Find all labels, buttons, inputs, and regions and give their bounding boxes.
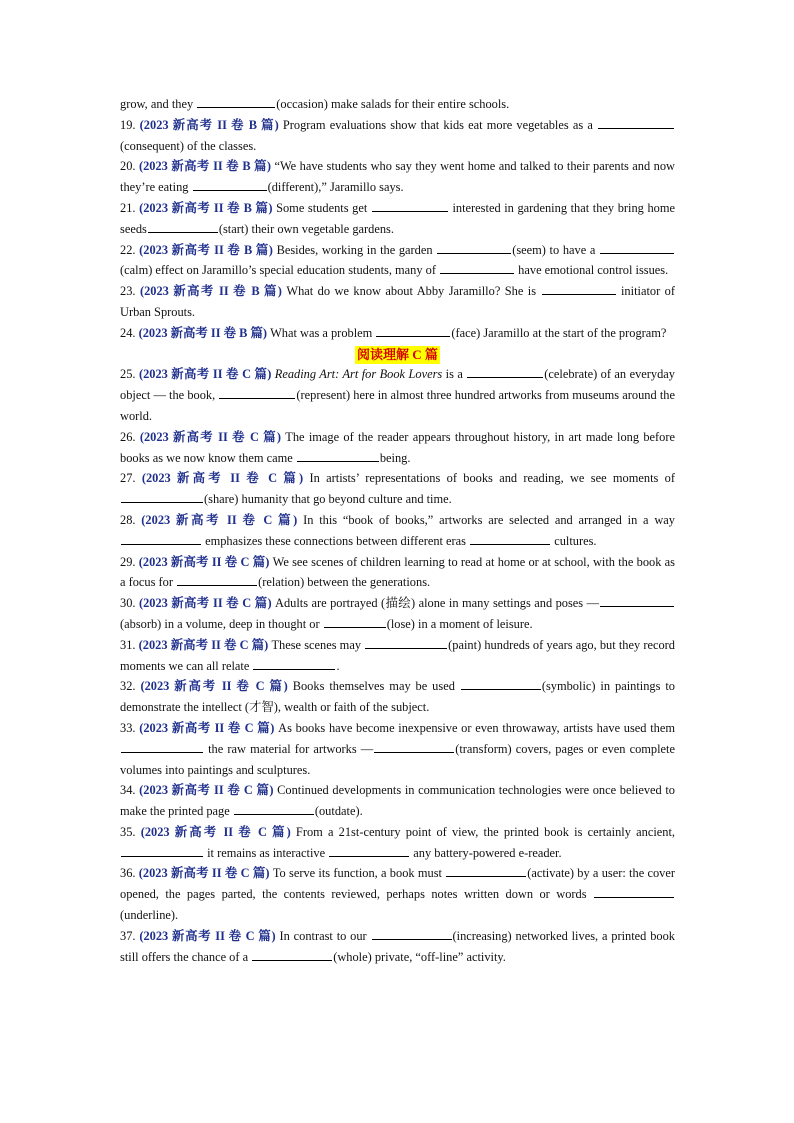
text: (relation) between the generations.: [258, 575, 431, 590]
question-35: [120, 822, 675, 864]
source-tag: (2023 新高考 II 卷 C 篇): [139, 928, 276, 943]
question-37: [120, 926, 675, 968]
text: .: [336, 658, 340, 673]
text: Adults are portrayed (描绘) alone in many settings and poses —: [271, 596, 599, 611]
question-number: 24.: [120, 325, 136, 340]
answer-blank[interactable]: [121, 739, 203, 753]
text: Besides, working in the garden: [272, 242, 437, 257]
source-tag: (2023 新高考 II 卷 B 篇): [138, 159, 272, 174]
answer-blank[interactable]: [461, 676, 541, 690]
answer-blank[interactable]: [197, 94, 275, 108]
answer-blank[interactable]: [121, 489, 203, 503]
text: (consequent) of the classes.: [120, 138, 257, 153]
text: it remains as interactive: [204, 845, 329, 860]
text: Continued developments in communication technologies were once believed to make the printed page: [120, 783, 675, 819]
answer-blank[interactable]: [253, 656, 335, 670]
question-31: [120, 635, 675, 677]
text: Some students get: [272, 200, 371, 215]
answer-blank[interactable]: [372, 926, 452, 940]
question-number: 27.: [120, 471, 136, 486]
source-tag: (2023 新高考 II 卷 B 篇): [139, 117, 279, 132]
text: emphasizes these connections between different eras: [202, 533, 470, 548]
text: (absorb) in a volume, deep in thought or: [120, 616, 323, 631]
answer-blank[interactable]: [148, 219, 218, 233]
question-33: [120, 718, 675, 780]
question-26: [120, 427, 675, 469]
answer-blank[interactable]: [177, 572, 257, 586]
answer-blank[interactable]: [467, 364, 543, 378]
text: (symbolic) in paintings to demonstrate the intellect (才智), wealth or faith of the subject.: [120, 679, 675, 715]
question-24: [120, 323, 675, 344]
text: (seem) to have a: [512, 242, 599, 257]
source-tag: (2023 新高考 II 卷 C 篇): [138, 637, 269, 652]
text: (whole) private, “off-line” activity.: [333, 949, 506, 964]
text: In contrast to our: [275, 928, 371, 943]
answer-blank[interactable]: [446, 863, 526, 877]
source-tag: (2023 新高考 II 卷 C 篇): [141, 512, 298, 527]
text: have emotional control issues.: [515, 263, 669, 278]
answer-blank[interactable]: [542, 281, 616, 295]
text: (face) Jaramillo at the start of the program?: [451, 325, 667, 340]
answer-blank[interactable]: [374, 739, 454, 753]
text: (paint) hundreds of years ago, but they record moments we can all relate: [120, 637, 675, 673]
text: (underline).: [120, 908, 179, 923]
text: As books have become inexpensive or even throwaway, artists have used them: [274, 720, 675, 735]
intro-line: [120, 94, 675, 115]
source-tag: (2023 新高考 II 卷 C 篇): [138, 554, 270, 569]
question-23: [120, 281, 675, 323]
question-number: 22.: [120, 242, 136, 257]
book-title: Reading Art: Art for Book Lovers: [274, 367, 443, 382]
question-number: 28.: [120, 512, 136, 527]
section-heading: 阅读理解 C 篇: [357, 346, 438, 362]
question-32: [120, 676, 675, 718]
answer-blank[interactable]: [600, 240, 674, 254]
question-28: [120, 510, 675, 552]
source-tag: (2023 新高考 II 卷 B 篇): [139, 284, 282, 299]
text: (celebrate) of an everyday object — the book,: [120, 367, 675, 403]
text: In this “book of books,” artworks are selected and arranged in a way: [297, 512, 675, 527]
question-number: 37.: [120, 928, 136, 943]
answer-blank[interactable]: [193, 177, 267, 191]
source-tag: (2023 新高考 II 卷 C 篇): [139, 429, 281, 444]
text: What do we know about Abby Jaramillo? She is: [281, 284, 541, 299]
text: In artists’ representations of books and reading, we see moments of: [303, 471, 675, 486]
text: (occasion) make salads for their entire schools.: [276, 97, 510, 111]
source-tag: (2023 新高考 II 卷 C 篇): [138, 866, 270, 881]
source-tag: (2023 新高考 II 卷 B 篇): [138, 325, 267, 340]
answer-blank[interactable]: [470, 531, 550, 545]
question-36: [120, 863, 675, 925]
answer-blank[interactable]: [121, 843, 203, 857]
text: The image of the reader appears throughout history, in art made long before books as we now know them came: [120, 429, 675, 465]
answer-blank[interactable]: [437, 240, 511, 254]
text: the raw material for artworks —: [204, 741, 374, 756]
question-29: [120, 552, 675, 594]
question-number: 31.: [120, 637, 136, 652]
answer-blank[interactable]: [598, 115, 674, 129]
text: Program evaluations show that kids eat more vegetables as a: [278, 117, 597, 132]
question-number: 30.: [120, 596, 136, 611]
question-number: 34.: [120, 783, 136, 798]
source-tag: (2023 新高考 II 卷 B 篇): [139, 242, 273, 257]
text: (increasing) networked lives, a printed book still offers the chance of a: [120, 928, 675, 964]
text: (transform) covers, pages or even complete volumes into paintings and sculptures.: [120, 741, 675, 777]
text: (lose) in a moment of leisure.: [386, 616, 533, 631]
answer-blank[interactable]: [372, 198, 448, 212]
source-tag: (2023 新高考 II 卷 C 篇): [138, 596, 272, 611]
text: “We have students who say they went home and talked to their parents and now they’re eating: [120, 159, 675, 195]
question-number: 29.: [120, 554, 136, 569]
document-page: [120, 94, 675, 967]
question-34: [120, 780, 675, 822]
answer-blank[interactable]: [365, 635, 447, 649]
source-tag: (2023 新高考 II 卷 C 篇): [141, 471, 304, 486]
answer-blank[interactable]: [600, 593, 674, 607]
answer-blank[interactable]: [594, 884, 674, 898]
text: (outdate).: [314, 804, 363, 819]
question-number: 25.: [120, 367, 136, 382]
question-number: 33.: [120, 720, 136, 735]
text: grow, and they: [120, 97, 197, 111]
source-tag: (2023 新高考 II 卷 C 篇): [139, 783, 274, 798]
text: These scenes may: [268, 637, 365, 652]
text: To serve its function, a book must: [269, 866, 446, 881]
text: cultures.: [551, 533, 597, 548]
source-tag: (2023 新高考 II 卷 C 篇): [140, 679, 288, 694]
question-21: [120, 198, 675, 240]
question-number: 19.: [120, 117, 136, 132]
source-tag: (2023 新高考 II 卷 B 篇): [139, 200, 273, 215]
answer-blank[interactable]: [297, 448, 379, 462]
text: What was a problem: [267, 325, 376, 340]
question-number: 35.: [120, 824, 136, 839]
answer-blank[interactable]: [329, 843, 409, 857]
answer-blank[interactable]: [252, 947, 332, 961]
answer-blank[interactable]: [219, 385, 295, 399]
question-number: 32.: [120, 679, 136, 694]
question-27: [120, 468, 675, 510]
text: (share) humanity that go beyond culture and time.: [204, 492, 452, 507]
text: interested in gardening that they bring home seeds: [120, 200, 675, 236]
text: From a 21st-century point of view, the printed book is certainly ancient,: [290, 824, 675, 839]
answer-blank[interactable]: [121, 531, 201, 545]
question-30: [120, 593, 675, 635]
question-22: [120, 240, 675, 282]
answer-blank[interactable]: [234, 801, 314, 815]
answer-blank[interactable]: [376, 323, 450, 337]
text: being.: [379, 450, 411, 465]
text: initiator of Urban Sprouts.: [120, 284, 675, 319]
question-25: [120, 364, 675, 426]
text: We see scenes of children learning to read at home or at school, with the book as a focus for: [120, 554, 675, 590]
text: (represent) here in almost three hundred artworks from museums around the world.: [120, 388, 676, 423]
text: (different),” Jaramillo says.: [267, 180, 404, 195]
question-19: [120, 115, 675, 157]
answer-blank[interactable]: [324, 614, 386, 628]
source-tag: (2023 新高考 II 卷 C 篇): [138, 367, 272, 382]
text: any battery-powered e-reader.: [410, 845, 562, 860]
answer-blank[interactable]: [440, 260, 514, 274]
text: is a: [442, 367, 467, 382]
question-number: 23.: [120, 284, 136, 299]
question-number: 36.: [120, 866, 136, 881]
source-tag: (2023 新高考 II 卷 C 篇): [140, 824, 291, 839]
question-number: 20.: [120, 159, 136, 174]
text: (activate) by a user: the cover opened, the pages parted, the contents reviewed, perhaps notes written down or words: [120, 866, 675, 902]
source-tag: (2023 新高考 II 卷 C 篇): [139, 720, 275, 735]
question-number: 21.: [120, 200, 136, 215]
text: (start) their own vegetable gardens.: [218, 221, 394, 236]
section-heading-row: [120, 344, 675, 365]
question-number: 26.: [120, 429, 136, 444]
text: Books themselves may be used: [287, 679, 460, 694]
question-20: [120, 156, 675, 198]
text: (calm) effect on Jaramillo’s special education students, many of: [120, 263, 440, 278]
